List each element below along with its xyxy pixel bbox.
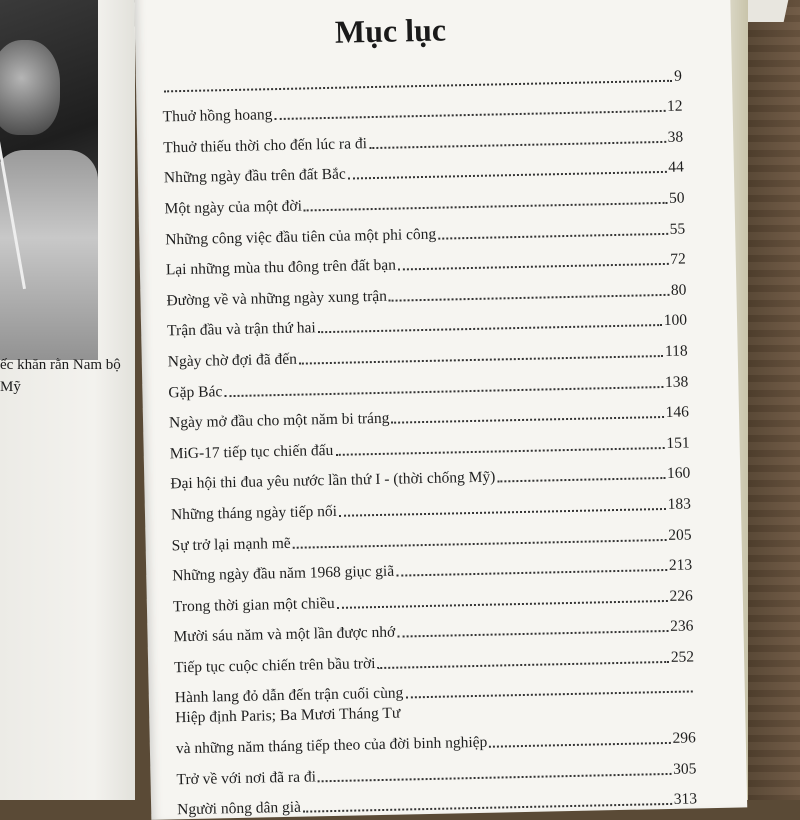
toc-page-number: 138 <box>664 373 689 391</box>
toc-entry-title: MiG-17 tiếp tục chiến đấu <box>169 441 334 463</box>
toc-page-number: 160 <box>666 464 691 483</box>
toc-page-number: 313 <box>673 790 698 809</box>
caption-line: Mỹ <box>0 379 21 395</box>
toc-entry-title: Trong thời gian một chiều <box>172 594 335 616</box>
toc-entry-title: Ngày mở đầu cho một năm bi tráng <box>168 409 390 432</box>
toc-entry-title: Tiếp tục cuộc chiến trên bầu trời <box>174 654 376 677</box>
toc-entry-title: Đại hội thi đua yêu nước lần thứ I - (thời chống Mỹ) <box>170 468 496 493</box>
toc-entry-title: Đường về và những ngày xung trận <box>166 287 388 310</box>
toc-entry-title: Gặp Bác <box>168 382 223 401</box>
toc-entry-title: Lại những mùa thu đông trên đất bạn <box>165 256 397 279</box>
toc-entry-title: Những công việc đầu tiên của một phi công <box>165 225 437 248</box>
toc-entry-title: Ngày chờ đợi đã đến <box>167 350 298 371</box>
toc-entry-title: Trận đầu và trận thứ hai <box>166 319 316 340</box>
toc-page-number: 252 <box>670 648 695 666</box>
table-of-contents <box>162 55 698 820</box>
toc-page-number: 38 <box>667 128 684 146</box>
toc-entry-title: Sự trở lại mạnh mẽ <box>171 534 291 554</box>
toc-page-number: 50 <box>668 189 685 207</box>
toc-entry-title: Hành lang đỏ dẫn đến trận cuối cùng <box>174 684 404 707</box>
toc-entry-title: Một ngày của một đời <box>164 197 303 218</box>
toc-entry-title: Những tháng ngày tiếp nối <box>170 502 338 524</box>
toc-page-number: 183 <box>667 495 692 513</box>
left-page <box>0 0 135 800</box>
toc-entry-title: Mười sáu năm và một lần được nhớ <box>173 623 396 646</box>
toc-entry-title: Người nông dân già <box>177 798 302 819</box>
toc-page-number: 12 <box>666 97 683 116</box>
toc-entry-title: Thuở thiếu thời cho đến lúc ra đi <box>163 134 368 157</box>
toc-page-number: 55 <box>669 220 686 238</box>
toc-page-number: 296 <box>672 729 696 747</box>
toc-page-number: 151 <box>666 434 690 452</box>
caption-line: ếc khăn rằn Nam bộ <box>0 357 121 373</box>
toc-entry-title: Hiệp định Paris; Ba Mươi Tháng Tư <box>175 705 401 727</box>
leader-dots <box>489 741 670 748</box>
toc-entry-title: Những ngày đầu năm 1968 giục giã <box>172 562 395 585</box>
contents-page <box>134 0 747 820</box>
toc-page-number: 118 <box>664 342 688 360</box>
toc-entry-title: Những ngày đầu trên đất Bắc <box>163 165 346 187</box>
toc-page-number: 44 <box>668 158 685 177</box>
toc-page-number: 213 <box>668 556 693 575</box>
toc-entry-title: Thuở hồng hoang <box>162 106 273 126</box>
toc-page-number: 236 <box>670 617 694 636</box>
leader-dots <box>438 231 668 239</box>
toc-page-number: 305 <box>673 760 697 778</box>
portrait-photo <box>0 0 98 360</box>
leader-dots <box>497 476 665 483</box>
photo-caption <box>0 352 130 398</box>
page-title: Mục lục <box>334 11 447 50</box>
toc-entry-title: Trở về với nơi đã ra đi <box>176 768 317 788</box>
toc-page-number: 205 <box>668 525 692 544</box>
toc-page-number: 80 <box>670 281 687 299</box>
toc-page-number: 72 <box>670 250 686 268</box>
toc-page-number: 9 <box>673 67 683 85</box>
toc-entry-title: và những năm tháng tiếp theo của đời binh nghiệp <box>175 733 488 758</box>
toc-page-number: 146 <box>665 403 690 422</box>
leader-dots <box>303 802 672 813</box>
toc-page-number: 226 <box>669 587 693 605</box>
toc-page-number: 100 <box>663 311 688 330</box>
